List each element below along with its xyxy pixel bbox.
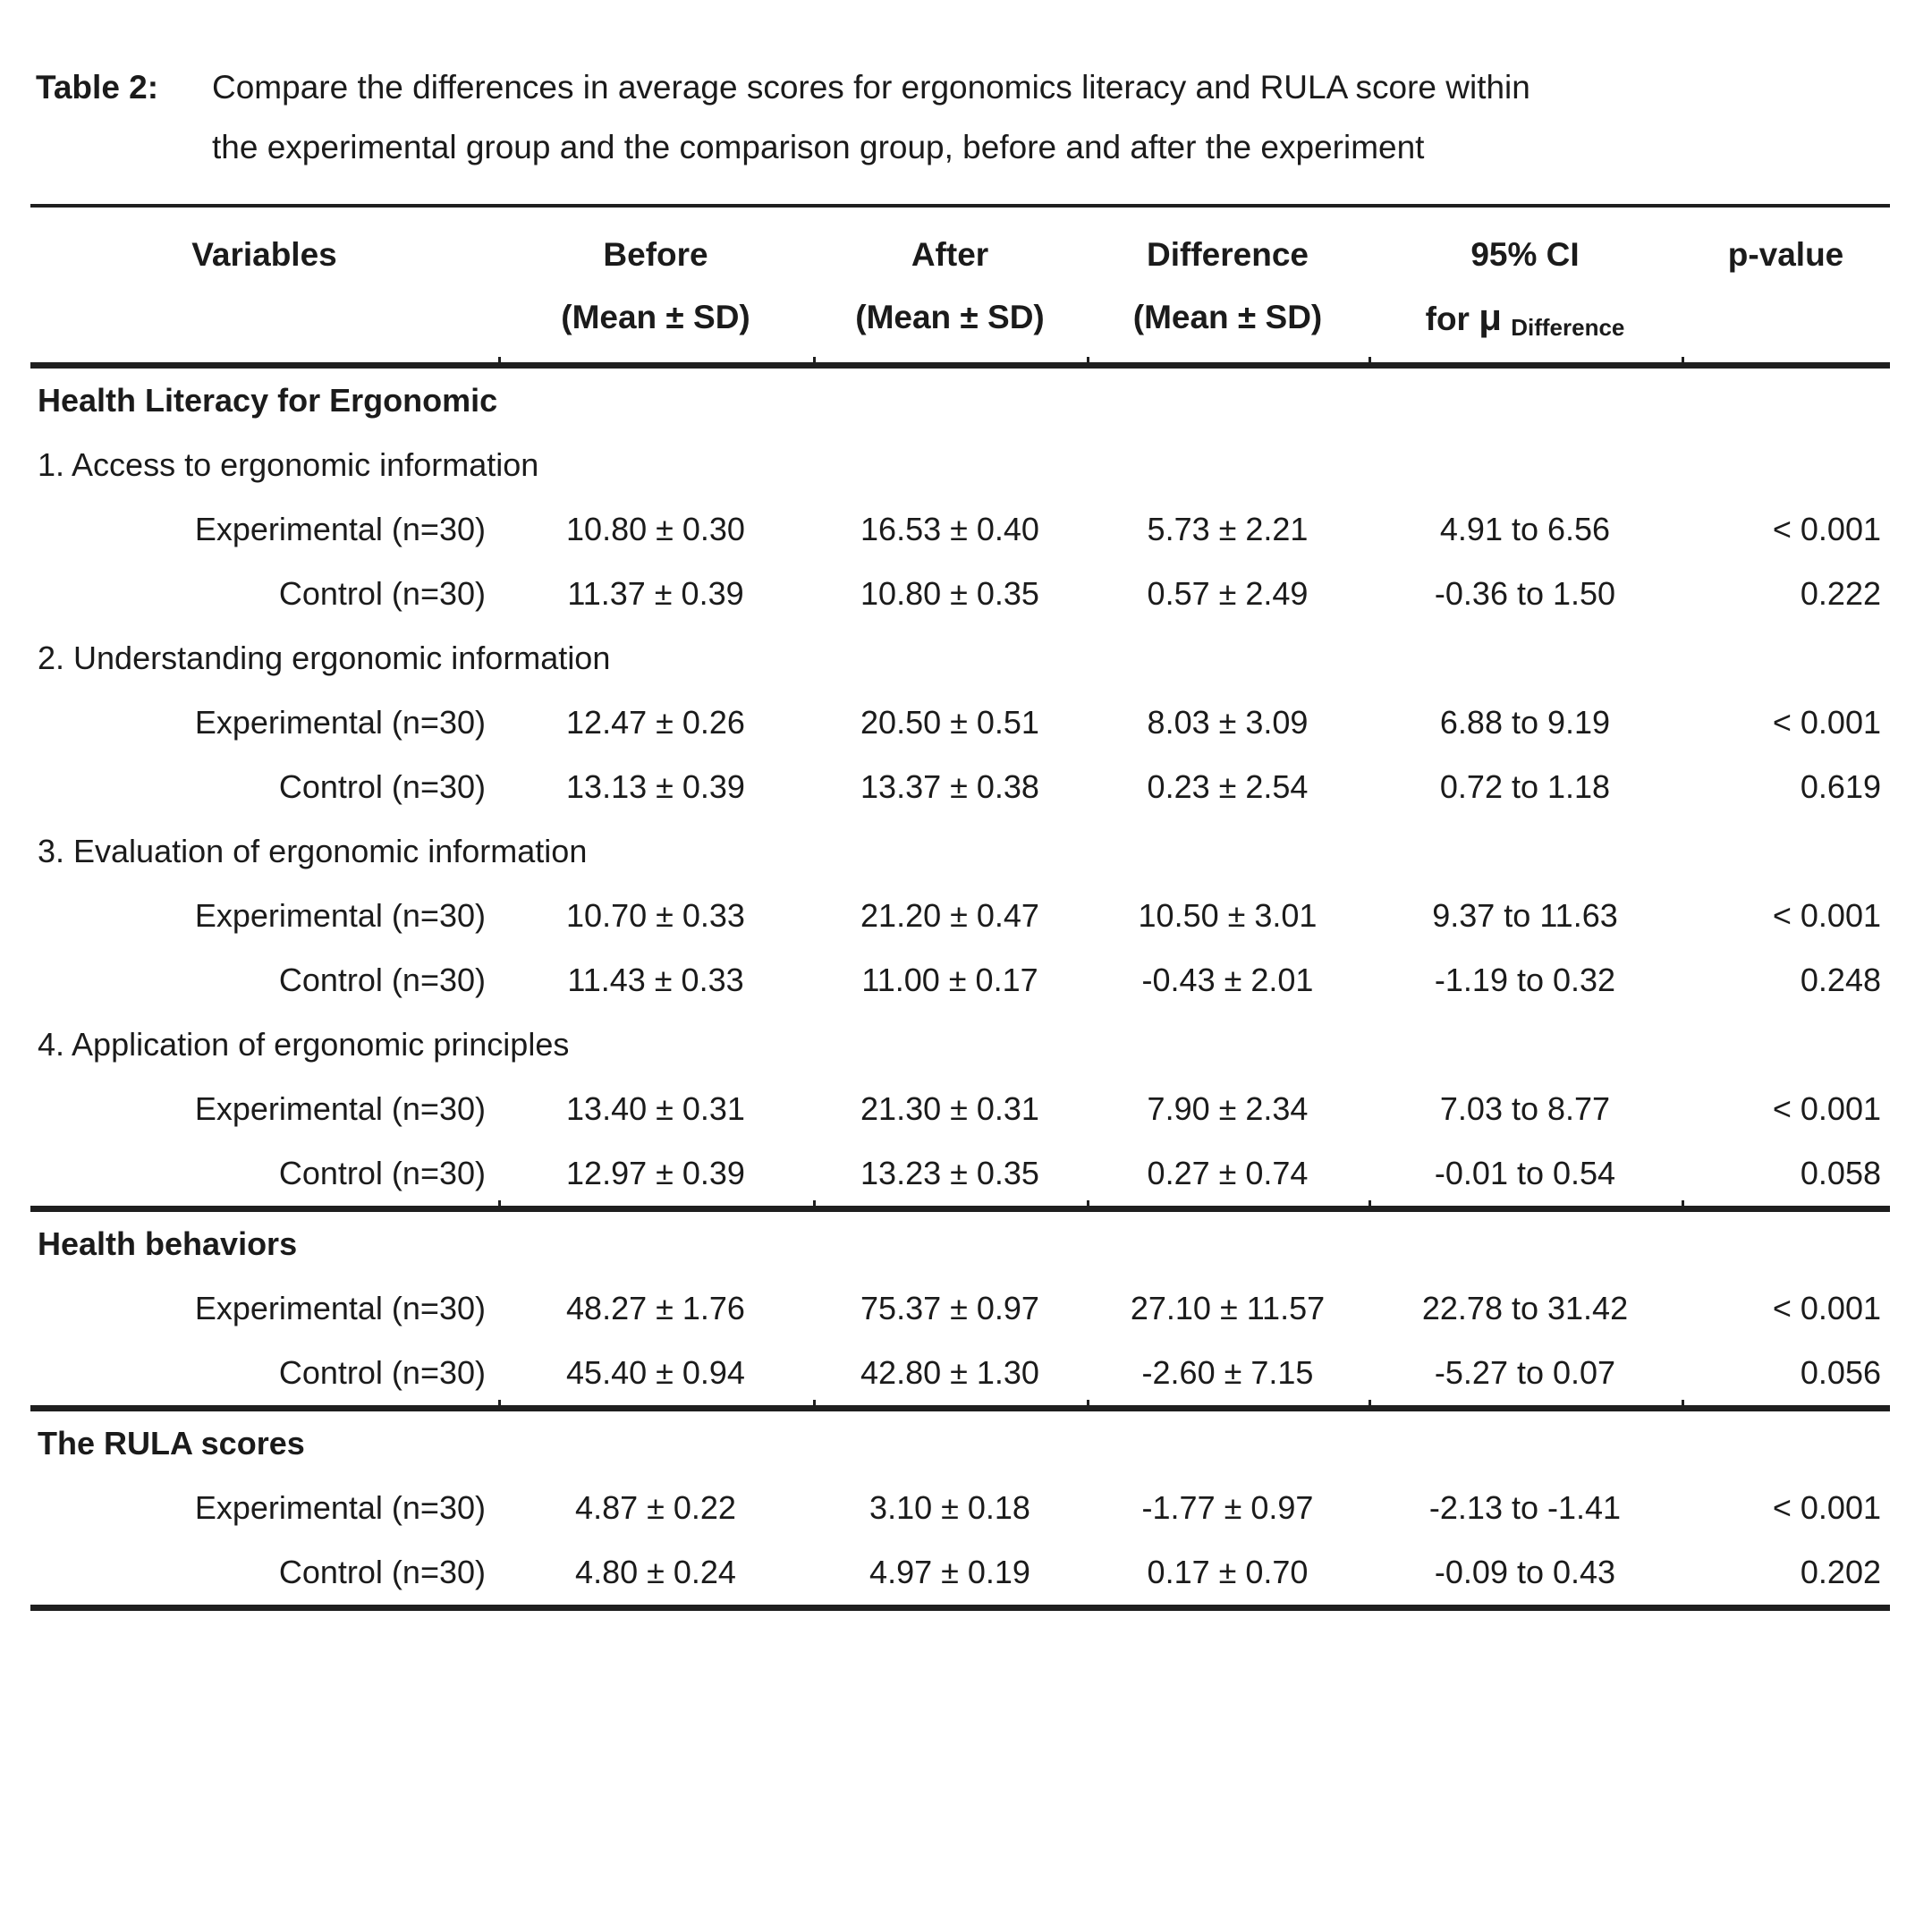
column-header-difference: Difference (Mean ± SD) xyxy=(1087,224,1368,353)
after-value: 3.10 ± 0.18 xyxy=(869,1489,1030,1526)
row-label: Control (n=30) xyxy=(278,768,486,805)
before-value: 48.27 ± 1.76 xyxy=(566,1290,745,1326)
row-label: Control (n=30) xyxy=(278,962,486,998)
difference-value: 10.50 ± 3.01 xyxy=(1138,897,1318,934)
column-header-ci: 95% CI for μ Difference xyxy=(1368,224,1682,353)
section-row: Health Literacy for Ergonomic xyxy=(38,382,498,419)
p-value: 0.202 xyxy=(1800,1554,1881,1590)
ci-value: 9.37 to 11.63 xyxy=(1432,897,1618,934)
difference-value: 27.10 ± 11.57 xyxy=(1130,1290,1326,1326)
after-value: 21.30 ± 0.31 xyxy=(860,1090,1039,1127)
item-row: 3. Evaluation of ergonomic information xyxy=(38,833,588,869)
difference-value: 0.57 ± 2.49 xyxy=(1147,575,1309,612)
before-value: 13.40 ± 0.31 xyxy=(566,1090,745,1127)
item-row: 1. Access to ergonomic information xyxy=(38,446,539,483)
ci-value: -0.01 to 0.54 xyxy=(1434,1155,1616,1191)
table-row xyxy=(30,1540,1890,1605)
column-header-variables: Variables xyxy=(191,236,337,273)
ci-value: 0.72 to 1.18 xyxy=(1439,768,1611,805)
ci-value: -1.19 to 0.32 xyxy=(1434,962,1616,998)
before-value: 4.80 ± 0.24 xyxy=(575,1554,736,1590)
column-header-p-value: p-value xyxy=(1727,236,1844,273)
difference-value: 7.90 ± 2.34 xyxy=(1147,1090,1309,1127)
table-caption-line-2: the experimental group and the comparison group, before and after the experiment xyxy=(212,129,1425,165)
p-value: 0.619 xyxy=(1800,768,1881,805)
table-row xyxy=(30,562,1890,626)
table-row xyxy=(30,691,1890,755)
difference-value: 0.27 ± 0.74 xyxy=(1147,1155,1309,1191)
table-caption-label: Table 2: xyxy=(36,69,159,106)
before-value: 10.70 ± 0.33 xyxy=(566,897,745,934)
after-value: 21.20 ± 0.47 xyxy=(860,897,1039,934)
header-bottom-rule xyxy=(30,362,1890,369)
p-value: < 0.001 xyxy=(1772,704,1881,741)
table-row xyxy=(30,1341,1890,1405)
ci-subheader: for μ Difference xyxy=(1425,296,1625,341)
ci-subscript: Difference xyxy=(1511,314,1625,341)
table-caption-line-1: Compare the differences in average scores for ergonomics literacy and RULA score within xyxy=(212,69,1530,106)
ci-value: 22.78 to 31.42 xyxy=(1421,1290,1629,1326)
after-value: 10.80 ± 0.35 xyxy=(860,575,1039,612)
before-value: 4.87 ± 0.22 xyxy=(575,1489,736,1526)
column-header-before: Before (Mean ± SD) xyxy=(498,224,813,353)
difference-value: -0.43 ± 2.01 xyxy=(1141,962,1314,998)
ci-value: -0.09 to 0.43 xyxy=(1434,1554,1616,1590)
after-value: 20.50 ± 0.51 xyxy=(860,704,1039,741)
p-value: < 0.001 xyxy=(1772,897,1881,934)
after-value: 4.97 ± 0.19 xyxy=(869,1554,1030,1590)
table-row xyxy=(30,755,1890,819)
after-value: 13.23 ± 0.35 xyxy=(860,1155,1039,1191)
section-divider-rule xyxy=(30,1206,1890,1212)
table-bottom-rule xyxy=(30,1605,1890,1611)
table-caption-text xyxy=(212,57,1530,177)
difference-value: 8.03 ± 3.09 xyxy=(1147,704,1309,741)
table-row xyxy=(30,1141,1890,1206)
ci-value: 4.91 to 6.56 xyxy=(1439,511,1611,547)
table-row xyxy=(30,497,1890,562)
after-value: 13.37 ± 0.38 xyxy=(860,768,1039,805)
row-label: Experimental (n=30) xyxy=(194,1290,486,1326)
ci-value: -0.36 to 1.50 xyxy=(1434,575,1616,612)
p-value: < 0.001 xyxy=(1772,511,1881,547)
mu-symbol: μ xyxy=(1479,296,1502,338)
before-value: 11.37 ± 0.39 xyxy=(567,575,744,612)
difference-value: -2.60 ± 7.15 xyxy=(1141,1354,1314,1391)
p-value: 0.056 xyxy=(1800,1354,1881,1391)
row-label: Experimental (n=30) xyxy=(194,1090,486,1127)
table-row xyxy=(30,884,1890,948)
ci-value: 7.03 to 8.77 xyxy=(1439,1090,1611,1127)
column-subheader-mean-sd: (Mean ± SD) xyxy=(855,299,1045,335)
row-label: Control (n=30) xyxy=(278,1155,486,1191)
before-value: 12.47 ± 0.26 xyxy=(566,704,745,741)
section-row: The RULA scores xyxy=(38,1425,305,1462)
ci-value: -5.27 to 0.07 xyxy=(1434,1354,1616,1391)
row-label: Experimental (n=30) xyxy=(194,511,486,547)
row-label: Control (n=30) xyxy=(278,1354,486,1391)
p-value: 0.222 xyxy=(1800,575,1881,612)
before-value: 45.40 ± 0.94 xyxy=(566,1354,745,1391)
before-value: 13.13 ± 0.39 xyxy=(566,768,745,805)
table-row xyxy=(30,1476,1890,1540)
after-value: 75.37 ± 0.97 xyxy=(860,1290,1039,1326)
table-caption xyxy=(0,0,1932,177)
row-label: Control (n=30) xyxy=(278,1554,486,1590)
p-value: < 0.001 xyxy=(1772,1290,1881,1326)
row-label: Experimental (n=30) xyxy=(194,704,486,741)
ci-value: -2.13 to -1.41 xyxy=(1428,1489,1622,1526)
after-value: 16.53 ± 0.40 xyxy=(860,511,1039,547)
p-value: < 0.001 xyxy=(1772,1090,1881,1127)
table-row xyxy=(30,948,1890,1013)
data-table xyxy=(30,204,1890,1611)
before-value: 11.43 ± 0.33 xyxy=(567,962,744,998)
ci-value: 6.88 to 9.19 xyxy=(1439,704,1611,741)
row-label: Control (n=30) xyxy=(278,575,486,612)
difference-value: 0.17 ± 0.70 xyxy=(1147,1554,1309,1590)
column-subheader-mean-sd: (Mean ± SD) xyxy=(561,299,750,335)
p-value: 0.248 xyxy=(1800,962,1881,998)
after-value: 42.80 ± 1.30 xyxy=(860,1354,1039,1391)
p-value: 0.058 xyxy=(1800,1155,1881,1191)
item-row: 2. Understanding ergonomic information xyxy=(38,640,611,676)
difference-value: -1.77 ± 0.97 xyxy=(1141,1489,1314,1526)
difference-value: 0.23 ± 2.54 xyxy=(1147,768,1309,805)
table-row xyxy=(30,1276,1890,1341)
row-label: Experimental (n=30) xyxy=(194,1489,486,1526)
before-value: 10.80 ± 0.30 xyxy=(566,511,745,547)
column-header-after: After (Mean ± SD) xyxy=(813,224,1087,353)
difference-value: 5.73 ± 2.21 xyxy=(1147,511,1309,547)
p-value: < 0.001 xyxy=(1772,1489,1881,1526)
table-row xyxy=(30,1077,1890,1141)
table-header-row xyxy=(30,208,1890,362)
before-value: 12.97 ± 0.39 xyxy=(566,1155,745,1191)
section-divider-rule xyxy=(30,1405,1890,1411)
row-label: Experimental (n=30) xyxy=(194,897,486,934)
column-subheader-mean-sd: (Mean ± SD) xyxy=(1132,299,1323,335)
item-row: 4. Application of ergonomic principles xyxy=(38,1026,570,1063)
section-row: Health behaviors xyxy=(38,1225,298,1262)
after-value: 11.00 ± 0.17 xyxy=(861,962,1038,998)
